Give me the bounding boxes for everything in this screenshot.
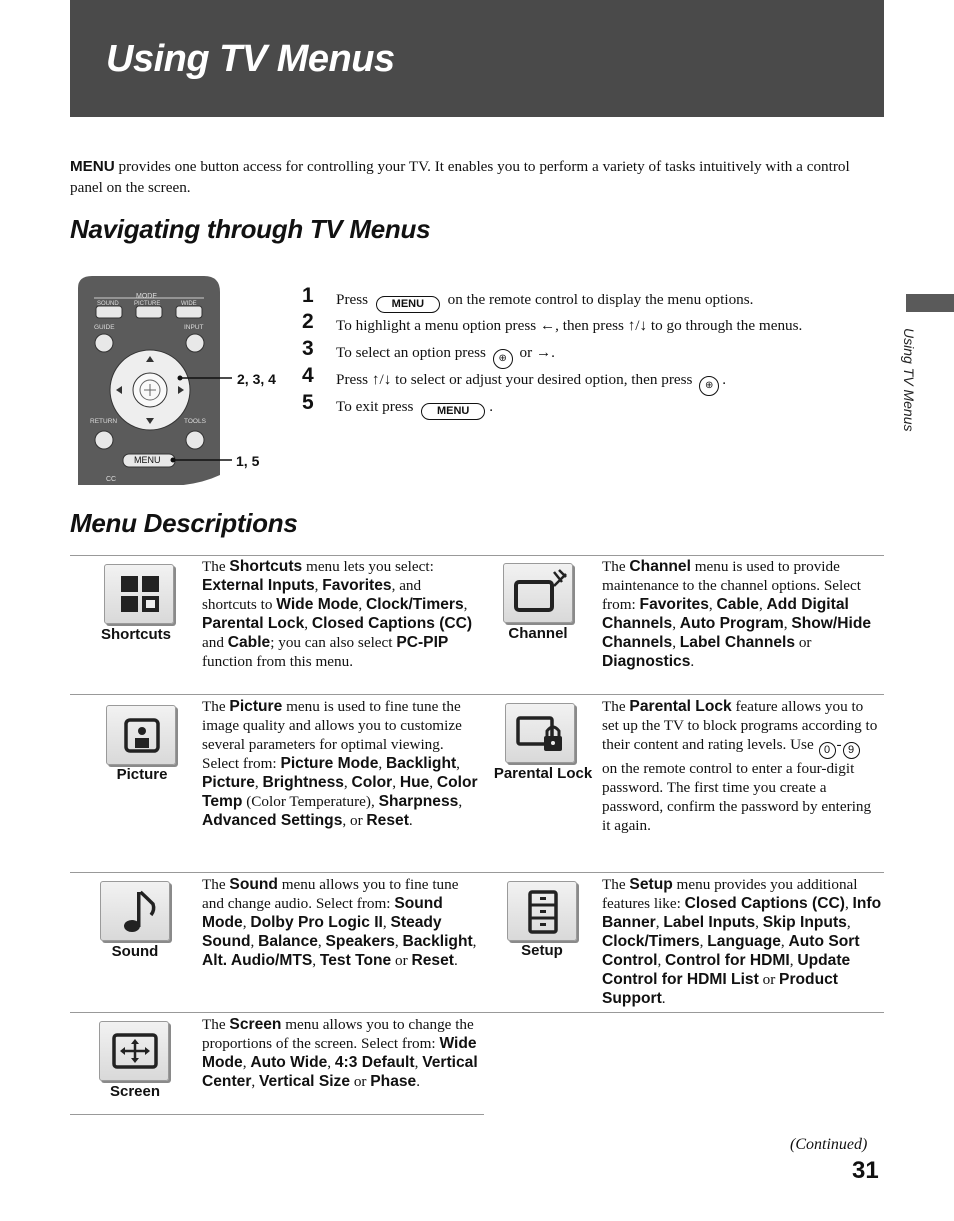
sound-label: Sound <box>111 943 159 960</box>
setup-icon <box>507 881 577 941</box>
channel-icon <box>503 563 573 623</box>
side-tab-marker <box>906 294 954 312</box>
picture-description: The Picture menu is used to fine tune the image quality and allows you to customize several parameters for optimal viewing. Select from: Picture Mode, Backlight, Picture, Brightness, Color, Hue, Color Temp (Color Temperature), Sharpness, Advanced Settings, or Reset. <box>202 698 478 829</box>
step-5: 5 To exit press MENU . <box>302 396 862 422</box>
parental-lock-description: The Parental Lock feature allows you to set up the TV to block programs according to their content and rating levels. Use 0 - 9 on the remote control to enter a four-digit password. The first time you create a password, confirm the password by entering it again. <box>602 698 878 834</box>
screen-description: The Screen menu allows you to change the proportions of the screen. Select from: Wide Mode, Auto Wide, 4:3 Default, Vertical Center, Vertical Size or Phase. <box>202 1016 478 1090</box>
sound-icon <box>100 881 170 941</box>
arrow-left-icon: ← <box>539 317 556 334</box>
parental-lock-icon <box>505 703 575 763</box>
step-1: 1 Press MENU on the remote control to display the menu options. <box>302 289 862 315</box>
callout-steps-1-5: 1, 5 <box>236 453 260 469</box>
digit-0-icon: 0 <box>819 742 836 759</box>
table-rule <box>70 694 884 695</box>
enter-button-icon: ⊕ <box>699 376 719 396</box>
title-band <box>70 0 884 117</box>
heading-navigating: Navigating through TV Menus <box>70 214 431 244</box>
table-rule <box>70 555 884 556</box>
screen-icon <box>99 1021 169 1081</box>
sound-description: The Sound menu allows you to fine tune and change audio. Select from: Sound Mode, Dolby Pro Logic II, Steady Sound, Balance, Speakers, Backlight, Alt. Audio/MTS, Test Tone or Reset. <box>202 876 477 969</box>
heading-menu-descriptions: Menu Descriptions <box>70 508 298 538</box>
arrow-right-icon: → <box>535 344 552 361</box>
step-4: 4 Press ↑/↓ to select or adjust your desired option, then press ⊕ . <box>302 369 862 395</box>
shortcuts-icon <box>104 564 174 624</box>
menu-button-icon: MENU <box>421 403 485 420</box>
channel-label: Channel <box>508 625 568 642</box>
arrow-up-down-icon: ↑/↓ <box>627 317 648 334</box>
page-number: 31 <box>852 1157 879 1184</box>
continued-note: (Continued) <box>790 1136 868 1153</box>
screen-label: Screen <box>109 1083 161 1100</box>
table-rule <box>70 1012 884 1013</box>
step-2: 2 To highlight a menu option press ←, then press ↑/↓ to go through the menus. <box>302 310 803 334</box>
setup-description: The Setup menu provides you additional features like: Closed Captions (CC), Info Banner, Label Inputs, Skip Inputs, Clock/Timers, Language, Auto Sort Control, Control for HDMI, Update Control for HDMI List or Product Support. <box>602 876 882 1007</box>
shortcuts-label: Shortcuts <box>100 626 171 643</box>
table-rule <box>70 1114 484 1115</box>
enter-button-icon: ⊕ <box>493 349 513 369</box>
remote-illustration: MODE SOUND PICTURE WIDE GUIDE INPUT RETURN TOOLS MENU CC <box>78 270 268 485</box>
parental-lock-label: Parental Lock <box>493 765 593 782</box>
intro-paragraph: MENU provides one button access for controlling your TV. It enables you to perform a variety of tasks intuitively with a control panel on the screen. <box>70 158 850 196</box>
setup-label: Setup <box>521 942 563 959</box>
step-3: 3 To select an option press ⊕ or →. <box>302 342 862 368</box>
picture-icon <box>106 705 176 765</box>
arrow-up-down-icon: ↑/↓ <box>371 371 392 388</box>
channel-description: The Channel menu is used to provide maintenance to the channel options. Select from: Favorites, Cable, Add Digital Channels, Auto Program, Show/Hide Channels, Label Channels or Diagnostics. <box>602 558 872 670</box>
page-title: Using TV Menus <box>106 38 395 80</box>
menu-button-icon: MENU <box>376 296 440 313</box>
picture-label: Picture <box>116 766 168 783</box>
shortcuts-description: The Shortcuts menu lets you select: External Inputs, Favorites, and shortcuts to Wide Mode, Clock/Timers, Parental Lock, Closed Captions (CC) and Cable; you can also select PC-PIP function from this menu. <box>202 558 473 670</box>
table-rule <box>70 872 884 873</box>
digit-9-icon: 9 <box>843 742 860 759</box>
callout-steps-2-3-4: 2, 3, 4 <box>237 371 276 387</box>
side-tab-label: Using TV Menus <box>901 328 917 432</box>
